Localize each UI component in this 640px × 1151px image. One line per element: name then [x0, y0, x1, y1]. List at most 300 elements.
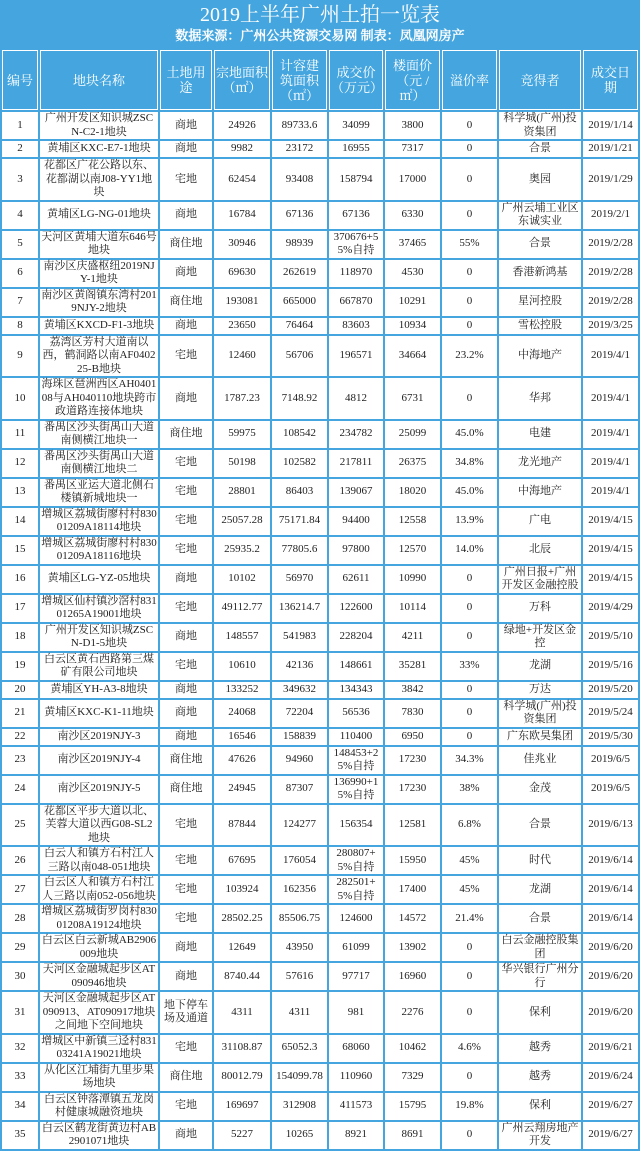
- cell-winner: 科学城(广州)投资集团: [499, 700, 581, 727]
- cell-site-area: 80012.79: [214, 1064, 270, 1091]
- cell-winner: 保利: [499, 1093, 581, 1120]
- cell-site-area: 12649: [214, 934, 270, 961]
- cell-gfa: 98939: [272, 231, 327, 258]
- cell-land-use: 商住地: [160, 747, 212, 774]
- cell-deal-price: 122600: [329, 595, 383, 622]
- cell-parcel-name: 白云区人和镇方石村江人三路以南052-056地块: [40, 876, 158, 903]
- cell-site-area: 103924: [214, 876, 270, 903]
- table-row: [2, 450, 638, 477]
- cell-land-use: 商地: [160, 682, 212, 698]
- cell-index: 12: [2, 450, 38, 477]
- cell-parcel-name: 天河区金融城起步区AT090913、AT090917地块之间地下空间地块: [40, 992, 158, 1033]
- cell-site-area: 148557: [214, 624, 270, 651]
- cell-deal-price: 110960: [329, 1064, 383, 1091]
- cell-floor-price: 10114: [385, 595, 440, 622]
- cell-deal-price: 68060: [329, 1035, 383, 1062]
- cell-floor-price: 25099: [385, 421, 440, 448]
- cell-site-area: 24068: [214, 700, 270, 727]
- cell-site-area: 31108.87: [214, 1035, 270, 1062]
- cell-floor-price: 15950: [385, 847, 440, 874]
- cell-winner: 广州日报+广州开发区金融控股: [499, 566, 581, 593]
- cell-index: 29: [2, 934, 38, 961]
- column-header-premium-rate: 溢价率: [442, 50, 497, 110]
- cell-deal-date: 2019/5/30: [583, 729, 638, 745]
- column-header-floor-price: 楼面价（元 / ㎡）: [385, 50, 440, 110]
- cell-deal-date: 2019/4/1: [583, 421, 638, 448]
- cell-land-use: 宅地: [160, 537, 212, 564]
- cell-floor-price: 35281: [385, 653, 440, 680]
- table-row: [2, 747, 638, 774]
- table-row: [2, 905, 638, 932]
- cell-winner: 合景: [499, 805, 581, 846]
- column-header-index: 编号: [2, 50, 38, 110]
- cell-winner: 星河控股: [499, 289, 581, 316]
- cell-index: 19: [2, 653, 38, 680]
- cell-index: 17: [2, 595, 38, 622]
- cell-winner: 万科: [499, 595, 581, 622]
- cell-premium-rate: 0: [442, 963, 497, 990]
- cell-index: 15: [2, 537, 38, 564]
- cell-deal-date: 2019/4/1: [583, 378, 638, 419]
- cell-floor-price: 18020: [385, 479, 440, 506]
- cell-floor-price: 17230: [385, 776, 440, 803]
- cell-premium-rate: 21.4%: [442, 905, 497, 932]
- cell-deal-price: 667870: [329, 289, 383, 316]
- cell-site-area: 12460: [214, 336, 270, 377]
- cell-winner: 佳兆业: [499, 747, 581, 774]
- cell-index: 8: [2, 318, 38, 334]
- table-row: [2, 776, 638, 803]
- cell-floor-price: 7317: [385, 141, 440, 157]
- cell-winner: 华兴银行广州分行: [499, 963, 581, 990]
- cell-deal-price: 156354: [329, 805, 383, 846]
- cell-gfa: 176054: [272, 847, 327, 874]
- cell-premium-rate: 0: [442, 934, 497, 961]
- cell-index: 1: [2, 112, 38, 139]
- cell-gfa: 124277: [272, 805, 327, 846]
- page-title: 2019上半年广州土拍一览表: [200, 4, 440, 26]
- cell-site-area: 28502.25: [214, 905, 270, 932]
- cell-land-use: 商住地: [160, 289, 212, 316]
- cell-land-use: 商住地: [160, 1064, 212, 1091]
- cell-deal-price: 67136: [329, 202, 383, 229]
- cell-premium-rate: 0: [442, 318, 497, 334]
- cell-deal-date: 2019/6/27: [583, 1093, 638, 1120]
- cell-winner: 合景: [499, 231, 581, 258]
- cell-land-use: 商地: [160, 378, 212, 419]
- cell-land-use: 商地: [160, 934, 212, 961]
- table-row: [2, 508, 638, 535]
- cell-deal-price: 139067: [329, 479, 383, 506]
- cell-land-use: 宅地: [160, 450, 212, 477]
- cell-land-use: 宅地: [160, 805, 212, 846]
- cell-premium-rate: 23.2%: [442, 336, 497, 377]
- cell-parcel-name: 海珠区琶洲西区AH040108与AH040110地块跨市政道路连接体地块: [41, 378, 157, 417]
- cell-floor-price: 10462: [385, 1035, 440, 1062]
- cell-index: 28: [2, 905, 38, 932]
- cell-site-area: 9982: [214, 141, 270, 157]
- cell-gfa: 43950: [272, 934, 327, 961]
- cell-site-area: 25057.28: [214, 508, 270, 535]
- cell-index: 26: [2, 847, 38, 874]
- cell-land-use: 商地: [160, 963, 212, 990]
- cell-parcel-name: 增城区荔城街罗岗村83001208A19124地块: [41, 905, 157, 931]
- cell-land-use: 宅地: [160, 653, 212, 680]
- cell-land-use: 宅地: [160, 1093, 212, 1120]
- table-row: [2, 653, 638, 680]
- cell-gfa: 158839: [272, 729, 327, 745]
- cell-gfa: 162356: [272, 876, 327, 903]
- cell-gfa: 89733.6: [272, 112, 327, 139]
- cell-deal-price: 411573: [329, 1093, 383, 1120]
- cell-deal-date: 2019/2/28: [583, 231, 638, 258]
- cell-floor-price: 16960: [385, 963, 440, 990]
- column-header-deal-date: 成交日期: [583, 50, 638, 110]
- cell-premium-rate: 0: [442, 159, 497, 200]
- cell-parcel-name: 天河区金融城起步区AT090946地块: [40, 963, 158, 990]
- cell-floor-price: 12581: [385, 805, 440, 846]
- cell-site-area: 10610: [214, 653, 270, 680]
- cell-deal-date: 2019/4/1: [583, 336, 638, 377]
- cell-index: 2: [2, 141, 38, 157]
- cell-gfa: 75171.84: [272, 508, 327, 535]
- cell-deal-date: 2019/6/14: [583, 847, 638, 874]
- table-row: [2, 202, 638, 229]
- cell-parcel-name: 南沙区庆盛枢纽2019NJY-1地块: [40, 260, 158, 287]
- cell-premium-rate: 34.3%: [442, 747, 497, 774]
- cell-deal-price: 158794: [329, 159, 383, 200]
- cell-deal-date: 2019/2/28: [583, 260, 638, 287]
- cell-floor-price: 10934: [385, 318, 440, 334]
- cell-land-use: 商住地: [160, 231, 212, 258]
- cell-parcel-name: 南沙区2019NJY-3: [40, 729, 158, 745]
- cell-site-area: 30946: [214, 231, 270, 258]
- cell-winner: 广州云埔工业区东诚实业: [499, 202, 581, 229]
- cell-deal-date: 2019/6/5: [583, 747, 638, 774]
- cell-premium-rate: 55%: [442, 231, 497, 258]
- table-row: [2, 260, 638, 287]
- table-row: [2, 992, 638, 1033]
- cell-deal-price: 83603: [329, 318, 383, 334]
- cell-parcel-name: 从化区江埔街九里步果场地块: [40, 1064, 158, 1091]
- cell-site-area: 169697: [214, 1093, 270, 1120]
- cell-winner: 万达: [499, 682, 581, 698]
- cell-land-use: 宅地: [160, 159, 212, 200]
- table-row: [2, 566, 638, 593]
- cell-floor-price: 12570: [385, 537, 440, 564]
- table-row: [2, 595, 638, 622]
- cell-parcel-name: 南沙区2019NJY-5: [40, 776, 158, 803]
- table-row: [2, 336, 638, 377]
- cell-floor-price: 10291: [385, 289, 440, 316]
- cell-parcel-name: 番禺区亚运大道北侧石楼镇新城地块一: [40, 479, 158, 506]
- cell-floor-price: 4530: [385, 260, 440, 287]
- cell-floor-price: 3842: [385, 682, 440, 698]
- table-row: [2, 378, 638, 419]
- cell-land-use: 商住地: [160, 421, 212, 448]
- cell-parcel-name: 增城区荔城街廖村村83001209A18116地块: [41, 536, 157, 562]
- cell-deal-date: 2019/6/21: [583, 1035, 638, 1062]
- cell-floor-price: 2276: [385, 992, 440, 1033]
- table-row: [2, 1093, 638, 1120]
- cell-index: 16: [2, 566, 38, 593]
- cell-land-use: 宅地: [160, 336, 212, 377]
- cell-gfa: 23172: [272, 141, 327, 157]
- cell-floor-price: 34664: [385, 336, 440, 377]
- cell-index: 31: [2, 992, 38, 1033]
- cell-gfa: 56970: [272, 566, 327, 593]
- cell-index: 30: [2, 963, 38, 990]
- cell-premium-rate: 0: [442, 992, 497, 1033]
- cell-deal-date: 2019/5/10: [583, 624, 638, 651]
- cell-deal-price: 282501+5%自持: [329, 876, 383, 903]
- cell-land-use: 宅地: [160, 508, 212, 535]
- cell-premium-rate: 13.9%: [442, 508, 497, 535]
- table-header-row: [2, 50, 638, 110]
- cell-floor-price: 7329: [385, 1064, 440, 1091]
- cell-deal-price: 148661: [329, 653, 383, 680]
- cell-floor-price: 6330: [385, 202, 440, 229]
- cell-premium-rate: 0: [442, 378, 497, 419]
- cell-parcel-name: 增城区荔城街廖村村83001209A18114地块: [41, 507, 157, 533]
- cell-premium-rate: 0: [442, 624, 497, 651]
- cell-premium-rate: 0: [442, 202, 497, 229]
- table-row: [2, 537, 638, 564]
- cell-deal-date: 2019/5/20: [583, 682, 638, 698]
- cell-winner: 北辰: [499, 537, 581, 564]
- cell-deal-price: 56536: [329, 700, 383, 727]
- cell-premium-rate: 0: [442, 289, 497, 316]
- cell-floor-price: 17400: [385, 876, 440, 903]
- cell-gfa: 57616: [272, 963, 327, 990]
- cell-floor-price: 12558: [385, 508, 440, 535]
- cell-winner: 龙湖: [499, 653, 581, 680]
- table-row: [2, 318, 638, 334]
- cell-premium-rate: 4.6%: [442, 1035, 497, 1062]
- cell-floor-price: 6950: [385, 729, 440, 745]
- cell-site-area: 16546: [214, 729, 270, 745]
- cell-deal-price: 97800: [329, 537, 383, 564]
- cell-parcel-name: 黄埔区YH-A3-8地块: [40, 682, 158, 698]
- cell-deal-date: 2019/6/13: [583, 805, 638, 846]
- cell-index: 11: [2, 421, 38, 448]
- cell-gfa: 77805.6: [272, 537, 327, 564]
- cell-index: 10: [2, 378, 38, 419]
- cell-floor-price: 3800: [385, 112, 440, 139]
- cell-index: 14: [2, 508, 38, 535]
- cell-premium-rate: 0: [442, 1064, 497, 1091]
- cell-deal-price: 8921: [329, 1122, 383, 1149]
- cell-site-area: 87844: [214, 805, 270, 846]
- cell-index: 35: [2, 1122, 38, 1149]
- cell-site-area: 24926: [214, 112, 270, 139]
- table-row: [2, 159, 638, 200]
- cell-winner: 合景: [499, 141, 581, 157]
- cell-land-use: 商地: [160, 202, 212, 229]
- cell-premium-rate: 0: [442, 595, 497, 622]
- cell-parcel-name: 黄埔区KXC-K1-11地块: [40, 700, 158, 727]
- cell-site-area: 67695: [214, 847, 270, 874]
- cell-parcel-name: 南沙区2019NJY-4: [40, 747, 158, 774]
- cell-premium-rate: 0: [442, 141, 497, 157]
- cell-parcel-name: 黄埔区KXC-E7-1地块: [40, 141, 158, 157]
- cell-winner: 香港新鸿基: [499, 260, 581, 287]
- column-header-parcel-name: 地块名称: [40, 50, 158, 110]
- cell-deal-date: 2019/4/1: [583, 479, 638, 506]
- cell-gfa: 136214.7: [272, 595, 327, 622]
- cell-deal-date: 2019/5/16: [583, 653, 638, 680]
- cell-deal-price: 148453+25%自持: [329, 747, 383, 774]
- cell-land-use: 商地: [160, 729, 212, 745]
- cell-deal-price: 234782: [329, 421, 383, 448]
- cell-deal-date: 2019/4/29: [583, 595, 638, 622]
- cell-deal-date: 2019/6/24: [583, 1064, 638, 1091]
- column-header-deal-price: 成交价（万元）: [329, 50, 383, 110]
- cell-index: 24: [2, 776, 38, 803]
- cell-winner: 龙光地产: [499, 450, 581, 477]
- cell-gfa: 65052.3: [272, 1035, 327, 1062]
- cell-gfa: 102582: [272, 450, 327, 477]
- cell-site-area: 10102: [214, 566, 270, 593]
- cell-index: 3: [2, 159, 38, 200]
- cell-site-area: 8740.44: [214, 963, 270, 990]
- cell-winner: 电建: [499, 421, 581, 448]
- cell-deal-date: 2019/4/15: [583, 566, 638, 593]
- cell-deal-date: 2019/6/27: [583, 1122, 638, 1149]
- cell-land-use: 商地: [160, 624, 212, 651]
- column-header-winner: 竞得者: [499, 50, 581, 110]
- table-row: [2, 876, 638, 903]
- cell-deal-date: 2019/6/14: [583, 876, 638, 903]
- cell-site-area: 62454: [214, 159, 270, 200]
- cell-parcel-name: 白云区黄石西路第三煤矿有限公司地块: [40, 653, 158, 680]
- cell-floor-price: 10990: [385, 566, 440, 593]
- cell-winner: 保利: [499, 992, 581, 1033]
- cell-parcel-name: 黄埔区LG-NG-01地块: [40, 202, 158, 229]
- column-header-land-use: 土地用途: [160, 50, 212, 110]
- cell-winner: 绿地+开发区金控: [499, 624, 581, 651]
- column-header-gfa: 计容建筑面积（㎡）: [272, 50, 327, 110]
- cell-gfa: 262619: [272, 260, 327, 287]
- cell-deal-price: 34099: [329, 112, 383, 139]
- cell-site-area: 69630: [214, 260, 270, 287]
- cell-land-use: 商地: [160, 260, 212, 287]
- cell-deal-date: 2019/1/14: [583, 112, 638, 139]
- cell-index: 33: [2, 1064, 38, 1091]
- cell-deal-date: 2019/6/20: [583, 992, 638, 1033]
- cell-deal-date: 2019/4/15: [583, 508, 638, 535]
- cell-site-area: 133252: [214, 682, 270, 698]
- cell-floor-price: 17230: [385, 747, 440, 774]
- cell-parcel-name: 增城区仙村镇沙滘村83101265A19001地块: [41, 594, 157, 620]
- table-row: [2, 805, 638, 846]
- cell-land-use: 宅地: [160, 595, 212, 622]
- cell-deal-price: 62611: [329, 566, 383, 593]
- cell-premium-rate: 0: [442, 700, 497, 727]
- cell-deal-price: 16955: [329, 141, 383, 157]
- cell-gfa: 67136: [272, 202, 327, 229]
- table-row: [2, 421, 638, 448]
- cell-parcel-name: 白云人和镇方石村江人三路以南048-051地块: [40, 847, 158, 874]
- cell-deal-date: 2019/6/5: [583, 776, 638, 803]
- cell-index: 20: [2, 682, 38, 698]
- cell-premium-rate: 0: [442, 112, 497, 139]
- cell-deal-price: 97717: [329, 963, 383, 990]
- table-row: [2, 682, 638, 698]
- cell-winner: 中海地产: [499, 479, 581, 506]
- cell-gfa: 86403: [272, 479, 327, 506]
- table-row: [2, 289, 638, 316]
- cell-parcel-name: 番禺区沙头街禺山大道南侧横江地块一: [40, 421, 158, 448]
- cell-parcel-name: 荔湾区芳村大道南以西，鹤洞路以南AF040225-B地块: [40, 336, 158, 377]
- cell-land-use: 宅地: [160, 905, 212, 932]
- cell-deal-price: 280807+5%自持: [329, 847, 383, 874]
- cell-index: 13: [2, 479, 38, 506]
- cell-site-area: 59975: [214, 421, 270, 448]
- cell-parcel-name: 广州开发区知识城ZSCN-C2-1地块: [40, 112, 158, 139]
- cell-site-area: 23650: [214, 318, 270, 334]
- cell-index: 32: [2, 1035, 38, 1062]
- cell-premium-rate: 33%: [442, 653, 497, 680]
- cell-deal-date: 2019/6/14: [583, 905, 638, 932]
- cell-deal-price: 61099: [329, 934, 383, 961]
- cell-gfa: 665000: [272, 289, 327, 316]
- cell-parcel-name: 天河区黄埔大道东646号地块: [41, 230, 157, 256]
- cell-deal-price: 124600: [329, 905, 383, 932]
- cell-parcel-name: 南沙区黄阁镇东湾村2019NJY-2地块: [41, 288, 157, 314]
- cell-gfa: 94960: [272, 747, 327, 774]
- cell-deal-date: 2019/3/25: [583, 318, 638, 334]
- cell-deal-price: 370676+55%自持: [329, 231, 383, 258]
- cell-parcel-name: 白云区白云新城AB2906009地块: [41, 934, 157, 960]
- cell-land-use: 商地: [160, 1122, 212, 1149]
- cell-site-area: 49112.77: [214, 595, 270, 622]
- cell-deal-price: 217811: [329, 450, 383, 477]
- cell-gfa: 85506.75: [272, 905, 327, 932]
- cell-winner: 金茂: [499, 776, 581, 803]
- cell-floor-price: 4211: [385, 624, 440, 651]
- cell-deal-date: 2019/4/15: [583, 537, 638, 564]
- cell-parcel-name: 番禺区沙头街禺山大道南侧横江地块二: [40, 450, 158, 477]
- cell-gfa: 108542: [272, 421, 327, 448]
- cell-site-area: 193081: [214, 289, 270, 316]
- cell-land-use: 商地: [160, 566, 212, 593]
- cell-winner: 科学城(广州)投资集团: [499, 112, 581, 139]
- cell-gfa: 87307: [272, 776, 327, 803]
- cell-winner: 合景: [499, 905, 581, 932]
- cell-premium-rate: 0: [442, 729, 497, 745]
- cell-deal-date: 2019/4/1: [583, 450, 638, 477]
- cell-site-area: 50198: [214, 450, 270, 477]
- table-row: [2, 624, 638, 651]
- cell-winner: 时代: [499, 847, 581, 874]
- cell-gfa: 312908: [272, 1093, 327, 1120]
- cell-deal-date: 2019/5/24: [583, 700, 638, 727]
- cell-deal-price: 981: [329, 992, 383, 1033]
- cell-deal-price: 4812: [329, 378, 383, 419]
- table-row: [2, 1035, 638, 1062]
- cell-index: 25: [2, 805, 38, 846]
- page-subtitle: 数据来源：广州公共资源交易网 制表：凤凰网房产: [175, 28, 465, 43]
- cell-floor-price: 37465: [385, 231, 440, 258]
- cell-index: 5: [2, 231, 38, 258]
- table-row: [2, 847, 638, 874]
- cell-gfa: 42136: [272, 653, 327, 680]
- cell-premium-rate: 0: [442, 566, 497, 593]
- cell-site-area: 47626: [214, 747, 270, 774]
- cell-site-area: 4311: [214, 992, 270, 1033]
- table-row: [2, 1064, 638, 1091]
